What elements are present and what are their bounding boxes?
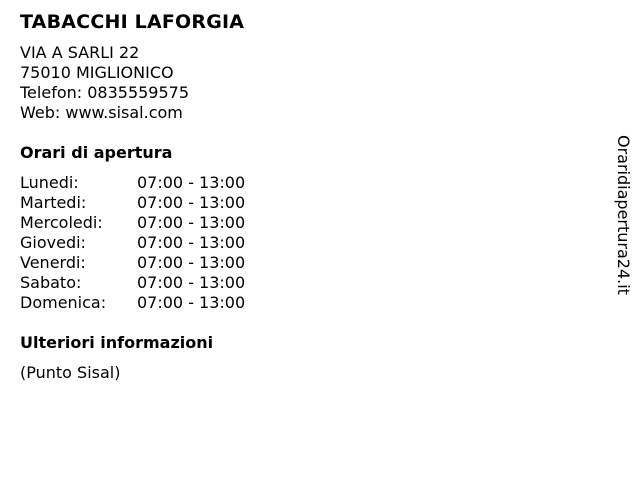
opening-hours-list: [20, 173, 580, 313]
day-label: Giovedi:: [20, 233, 86, 252]
time-range: 07:00 - 13:00: [137, 273, 246, 292]
web-line: Web: www.sisal.com: [20, 103, 183, 122]
hours-row: [20, 173, 580, 193]
time-range: 07:00 - 13:00: [137, 293, 246, 312]
time-range: 07:00 - 13:00: [137, 193, 246, 212]
day-label: Domenica:: [20, 293, 107, 312]
time-range: 07:00 - 13:00: [137, 213, 246, 232]
day-label: Lunedi:: [20, 173, 79, 192]
day-label: Sabato:: [20, 273, 82, 292]
day-label: Martedi:: [20, 193, 87, 212]
day-label: Mercoledi:: [20, 213, 103, 232]
address-line-1: VIA A SARLI 22: [20, 43, 140, 62]
side-brand-label: Oraridiapertura24.it: [614, 135, 633, 295]
hours-row: [20, 293, 580, 313]
hours-row: [20, 253, 580, 273]
contact-block: [20, 43, 580, 123]
hours-row: [20, 213, 580, 233]
address-line-2: 75010 MIGLIONICO: [20, 63, 174, 82]
hours-row: [20, 233, 580, 253]
day-label: Venerdi:: [20, 253, 86, 272]
phone-line: Telefon: 0835559575: [20, 83, 190, 102]
hours-row: [20, 273, 580, 293]
time-range: 07:00 - 13:00: [137, 253, 246, 272]
store-name: TABACCHI LAFORGIA: [20, 11, 245, 33]
opening-hours-title: Orari di apertura: [20, 143, 173, 162]
store-card: [20, 10, 580, 383]
time-range: 07:00 - 13:00: [137, 173, 246, 192]
more-info-title: Ulteriori informazioni: [20, 333, 214, 352]
time-range: 07:00 - 13:00: [137, 233, 246, 252]
more-info-text: (Punto Sisal): [20, 363, 121, 382]
hours-row: [20, 193, 580, 213]
